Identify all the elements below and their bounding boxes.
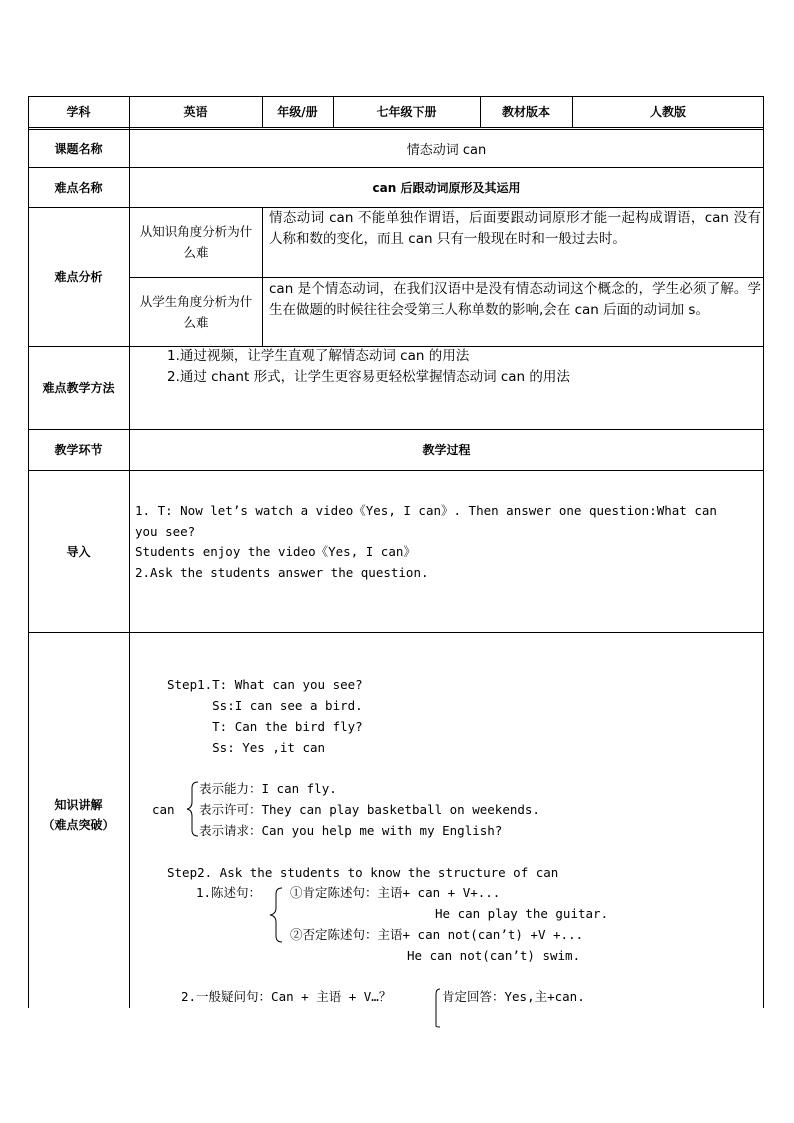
row-divider [28, 470, 764, 471]
method-line: 1.通过视频，让学生直观了解情态动词 can 的用法 [167, 348, 470, 364]
step1-line: Step1.T: What can you see? [167, 677, 363, 692]
use-line: 表示能力：I can fly. [199, 781, 337, 796]
negative-example: He can not(can’t) swim. [407, 948, 581, 963]
affirm-example: He can play the guitar. [435, 906, 609, 921]
negative-rule: ②否定陈述句：主语+ can not(can’t) +V +... [290, 927, 584, 942]
intro-line: Students enjoy the video《Yes, I can》 [135, 544, 416, 559]
process-step-label: 教学环节 [54, 443, 103, 457]
intro-label: 导入 [66, 544, 91, 559]
col-divider [262, 207, 263, 346]
step1-line: T: Can the bird fly? [167, 719, 363, 734]
grade-label: 年级/册 [277, 105, 318, 119]
row-divider [28, 632, 764, 633]
student-angle-label: 从学生角度分析为什么难 [139, 293, 253, 330]
step1-line: Ss:I can see a bird. [167, 698, 363, 713]
knowledge-label-sub: （难点突破） [42, 818, 115, 832]
statement-label: 1.陈述句： [196, 885, 262, 900]
method-line: 2.通过 chant 形式，让学生更容易更轻松掌握情态动词 can 的用法 [167, 369, 570, 385]
difficulty-label: 难点名称 [54, 180, 103, 195]
method-label: 难点教学方法 [42, 381, 115, 395]
knowledge-angle-text: 情态动词 can 不能单独作谓语，后面要跟动词原形才能一起构成谓语，can 没有人称和数的变化，而且 can 只有一般现在时和一般过去时。 [269, 210, 761, 247]
grade-value: 七年级下册 [376, 105, 437, 119]
difficulty-value: can 后跟动词原形及其运用 [372, 180, 521, 195]
question-rule: 2.一般疑问句：Can + 主语 + V…？ [181, 989, 392, 1004]
use-line: 表示许可：They can play basketball on weekends. [199, 802, 540, 817]
analysis-label: 难点分析 [54, 270, 103, 284]
subject-value: 英语 [183, 105, 208, 119]
can-word: can [152, 802, 175, 817]
step1-line: Ss: Yes ,it can [167, 740, 326, 755]
use-line: 表示请求：Can you help me with my English? [199, 823, 503, 838]
student-angle-text: can 是个情态动词，在我们汉语中是没有情态动词这个概念的，学生必须了解。学生在做题的时候往往会受第三人称单数的影响,会在 can 后面的动词加 s。 [269, 281, 761, 318]
knowledge-label [28, 790, 129, 840]
topic-label: 课题名称 [54, 141, 103, 156]
curly-brace-icon [268, 886, 284, 944]
knowledge-label-main: 知识讲解 [54, 798, 103, 812]
topic-value: 情态动词 can [406, 142, 487, 158]
subject-label: 学科 [66, 105, 91, 119]
edition-value: 人教版 [649, 105, 686, 119]
knowledge-angle-label: 从知识角度分析为什么难 [139, 224, 253, 260]
curly-brace-icon [186, 780, 200, 838]
intro-line: you see? [135, 524, 196, 539]
col-divider [129, 96, 130, 1008]
intro-line: 1. T: Now let’s watch a video《Yes, I can》. Then answer one question:What can [135, 503, 717, 518]
process-label: 教学过程 [422, 443, 471, 457]
row-divider [28, 127, 764, 128]
yes-answer: 肯定回答：Yes,主+can. [442, 989, 585, 1004]
intro-line: 2.Ask the students answer the question. [135, 565, 429, 580]
step2-line: Step2. Ask the students to know the structure of can [167, 865, 559, 880]
affirm-rule: ①肯定陈述句：主语+ can + V+... [290, 885, 501, 900]
curly-brace-icon [430, 988, 442, 1028]
edition-label: 教材版本 [501, 105, 550, 119]
